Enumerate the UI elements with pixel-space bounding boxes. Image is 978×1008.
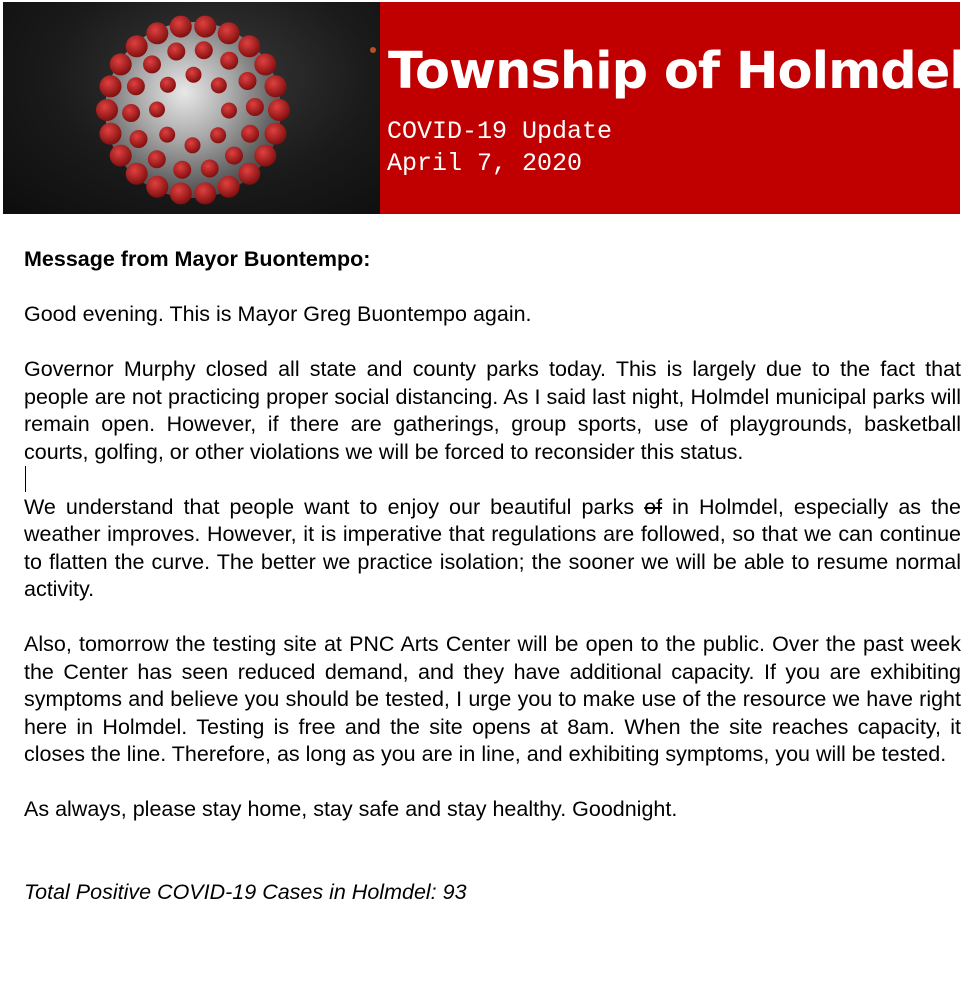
spike-protein-icon bbox=[268, 99, 290, 121]
coronavirus-image bbox=[3, 2, 380, 214]
spike-protein-icon bbox=[246, 98, 264, 116]
spike-protein-icon bbox=[241, 125, 259, 143]
spike-protein-icon bbox=[218, 176, 240, 198]
spike-protein-icon bbox=[160, 77, 176, 93]
spike-protein-icon bbox=[239, 72, 257, 90]
spike-protein-icon bbox=[148, 150, 166, 168]
header-banner bbox=[3, 2, 966, 214]
total-cases: Total Positive COVID-19 Cases in Holmdel: 93 bbox=[24, 879, 467, 904]
spike-protein-icon bbox=[126, 163, 148, 185]
spike-protein-icon bbox=[100, 123, 122, 145]
spike-protein-icon bbox=[130, 130, 148, 148]
spike-protein-icon bbox=[143, 55, 161, 73]
spike-protein-icon bbox=[126, 35, 148, 57]
spike-protein-icon bbox=[146, 176, 168, 198]
spike-protein-icon bbox=[96, 99, 118, 121]
spike-protein-icon bbox=[186, 67, 202, 83]
message-body bbox=[24, 246, 961, 906]
spike-protein-icon bbox=[170, 182, 192, 204]
spike-protein-icon bbox=[201, 160, 219, 178]
spike-protein-icon bbox=[238, 163, 260, 185]
spike-protein-icon bbox=[110, 145, 132, 167]
paragraph-regulations bbox=[24, 494, 961, 604]
paragraph-testing-site: Also, tomorrow the testing site at PNC Arts Center will be open to the public. Over the past week the Center has seen reduced demand, and they have additional capacity. If you are exhibiting symptoms and believe you should be tested, I urge you to make use of the resource we have right here in Holmdel. Testing is free and the site opens at 8am. When the site reaches capacity, it closes the line. Therefore, as long as you are in line, and exhibiting symptoms, you will be tested. bbox=[24, 632, 961, 766]
spike-protein-icon bbox=[194, 182, 216, 204]
spike-protein-icon bbox=[254, 145, 276, 167]
spike-protein-icon bbox=[238, 35, 260, 57]
struck-word: of bbox=[644, 494, 663, 519]
coronavirus-illustration bbox=[3, 2, 380, 214]
update-label: COVID-19 Update bbox=[387, 117, 613, 146]
spike-protein-icon bbox=[265, 75, 287, 97]
paragraph-closing: As always, please stay home, stay safe and stay healthy. Goodnight. bbox=[24, 797, 678, 821]
spike-protein-icon bbox=[225, 147, 243, 165]
page-title: Township of Holmdel bbox=[388, 42, 966, 101]
text-cursor bbox=[25, 466, 26, 492]
spike-protein-icon bbox=[211, 77, 227, 93]
paragraph-regulations-text-1: We understand that people want to enjoy our beautiful parks bbox=[24, 494, 645, 519]
update-subtitle bbox=[387, 116, 612, 180]
spike-protein-icon bbox=[122, 104, 140, 122]
spike-protein-icon bbox=[254, 53, 276, 75]
spike-protein-icon bbox=[265, 123, 287, 145]
spike-protein-icon bbox=[220, 52, 238, 70]
update-date: April 7, 2020 bbox=[387, 149, 583, 178]
spike-protein-icon bbox=[221, 103, 237, 119]
spike-protein-icon bbox=[100, 75, 122, 97]
spike-protein-icon bbox=[127, 77, 145, 95]
spike-protein-icon bbox=[149, 102, 165, 118]
spike-protein-icon bbox=[110, 53, 132, 75]
spike-protein-icon bbox=[170, 16, 192, 38]
paragraph-regulations-text-2: in Holmdel, especially as the weather improves. However, it is imperative that regulations are followed, so that we can continue to flatten the curve. The better we practice isolation; the sooner we will be able to resume normal activity. bbox=[24, 494, 961, 601]
spike-protein-icon bbox=[173, 161, 191, 179]
spike-protein-icon bbox=[194, 16, 216, 38]
spike-protein-icon bbox=[195, 41, 213, 59]
spike-protein-icon bbox=[210, 127, 226, 143]
message-heading: Message from Mayor Buontempo: bbox=[24, 247, 371, 271]
spike-protein-icon bbox=[159, 127, 175, 143]
spike-protein-icon bbox=[218, 22, 240, 44]
spike-protein-icon bbox=[167, 43, 185, 61]
paragraph-parks-closed: Governor Murphy closed all state and county parks today. This is largely due to the fact that people are not practicing proper social distancing. As I said last night, Holmdel municipal parks will remain open. However, if there are gatherings, group sports, use of playgrounds, basketball courts, golfing, or other violations we will be forced to reconsider this status. bbox=[24, 357, 961, 464]
spike-protein-icon bbox=[146, 22, 168, 44]
paragraph-greeting: Good evening. This is Mayor Greg Buontempo again. bbox=[24, 302, 532, 326]
spike-protein-icon bbox=[185, 137, 201, 153]
